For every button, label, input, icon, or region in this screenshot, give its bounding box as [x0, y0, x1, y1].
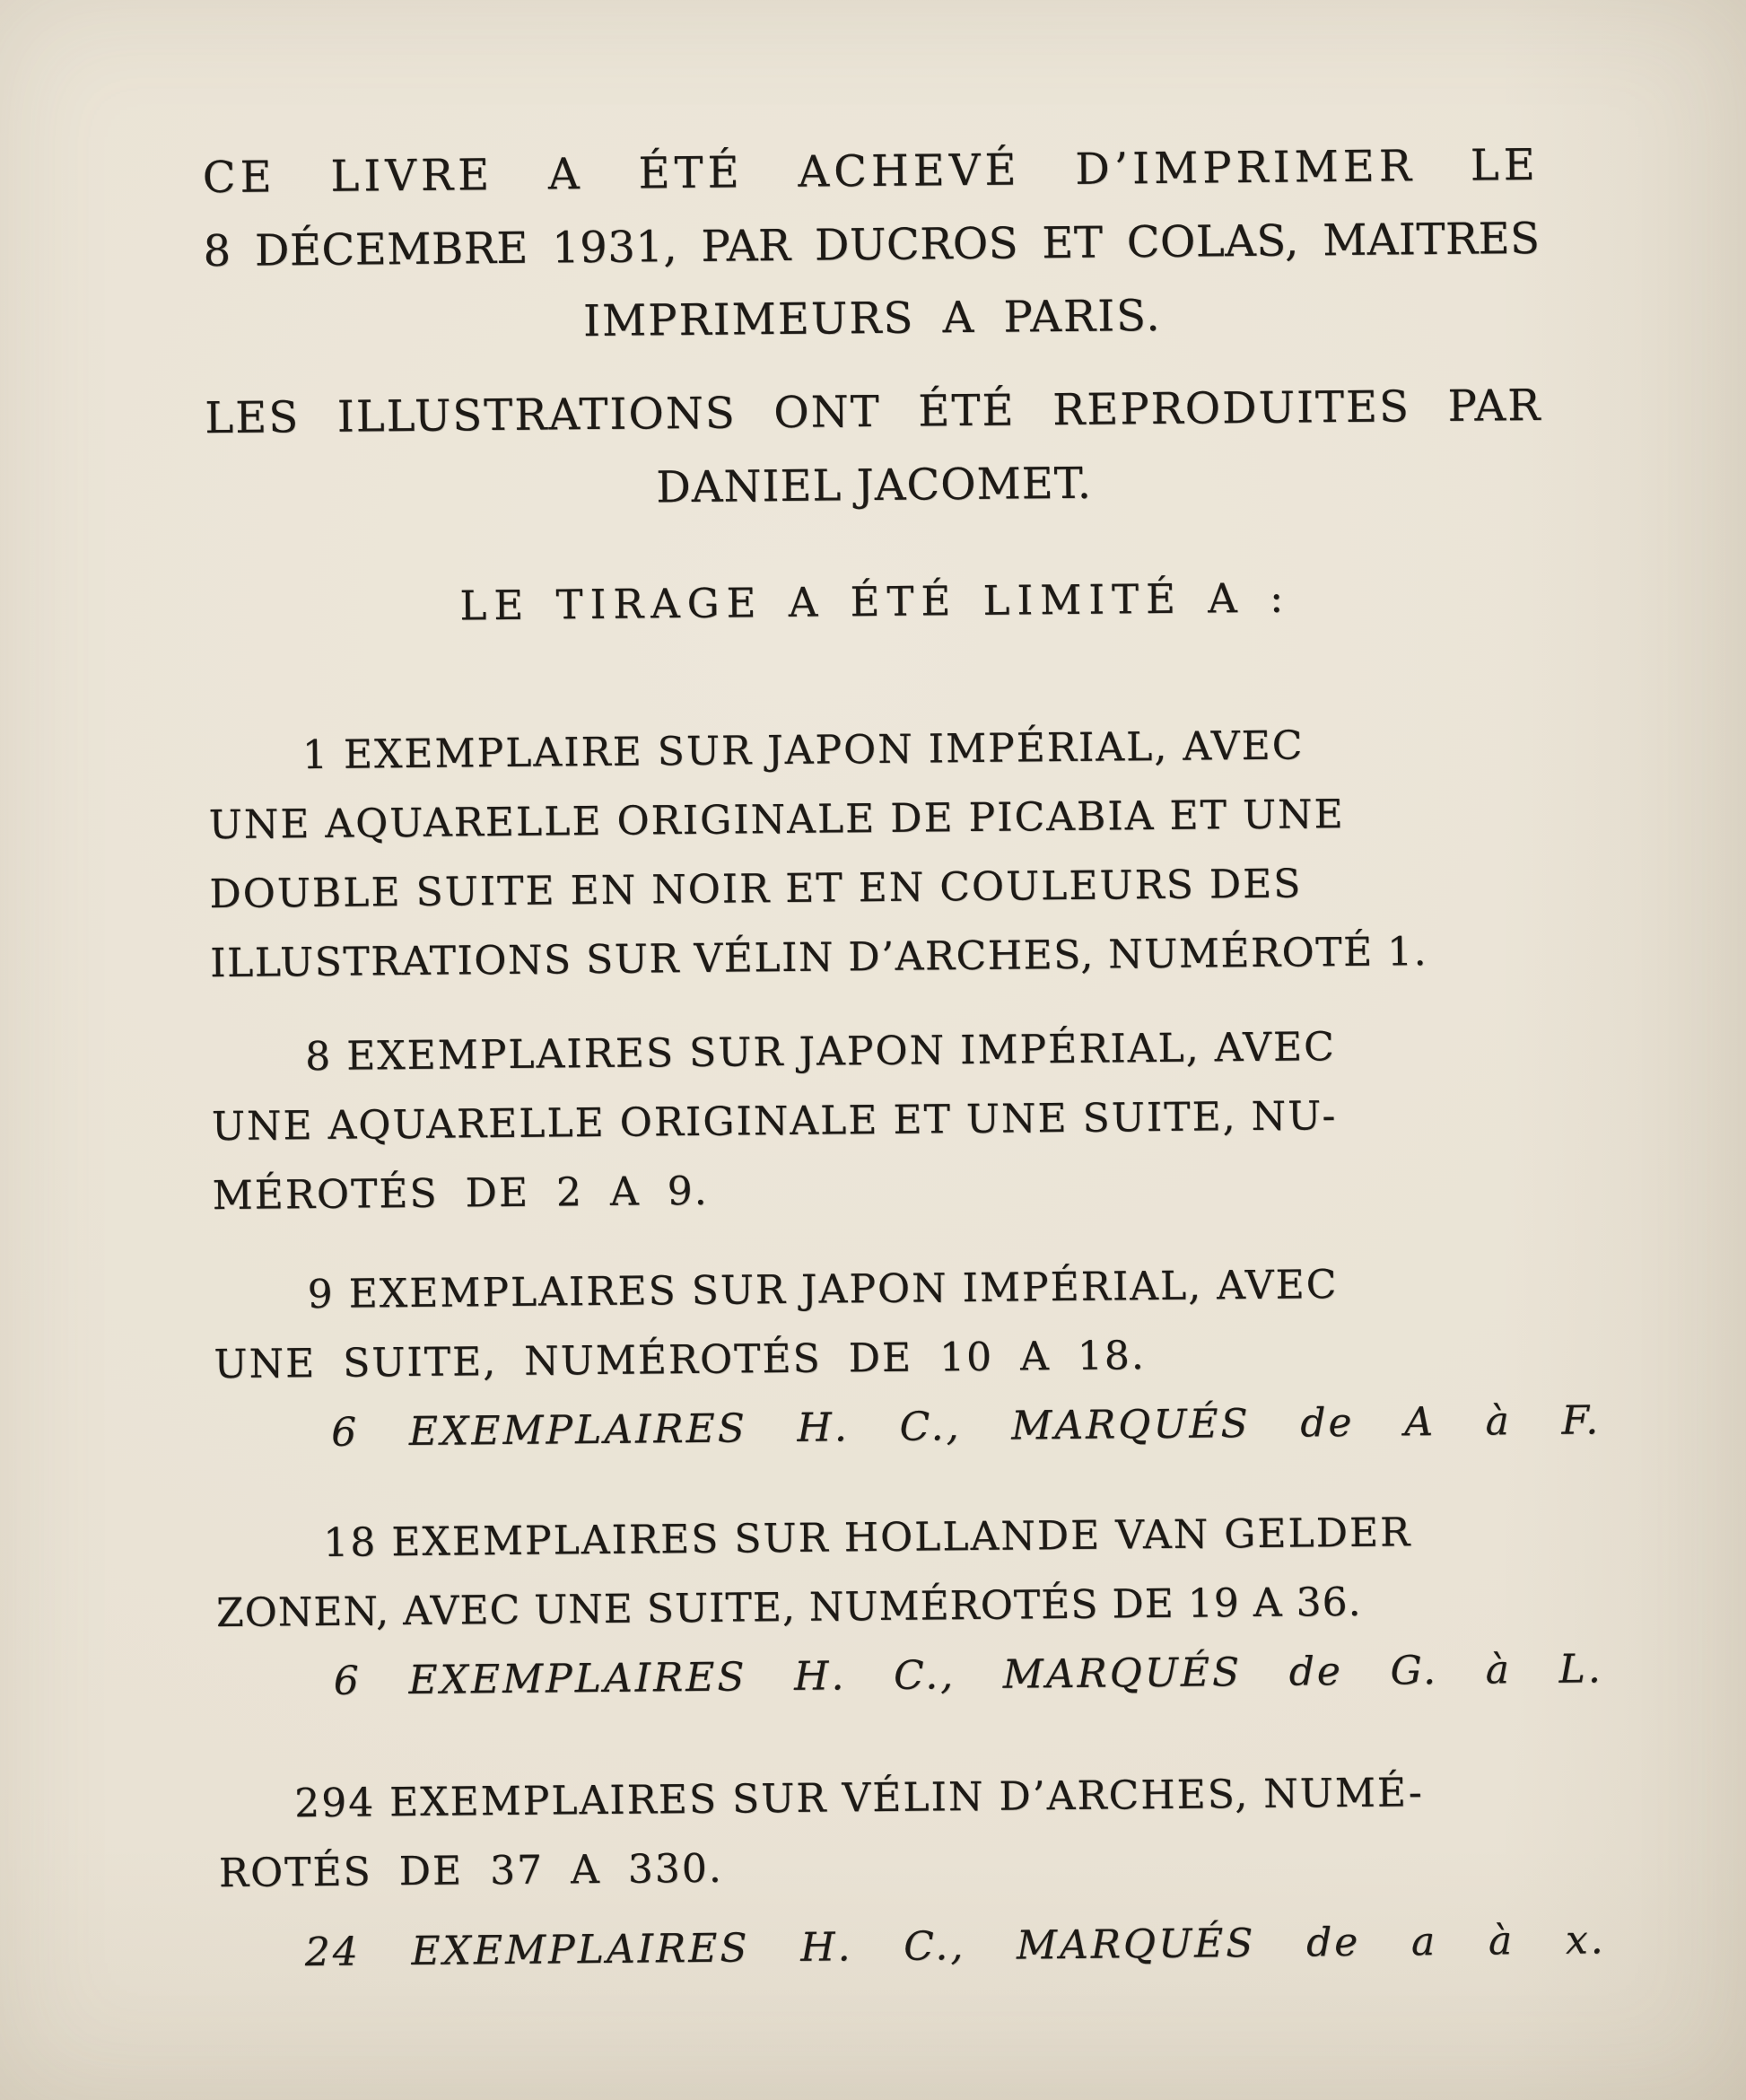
edition-3-line-2: UNE SUITE, NUMÉROTÉS DE 10 A 18.	[214, 1333, 1147, 1388]
imprint-line-2: 8 DÉCEMBRE 1931, PAR DUCROS ET COLAS, MAITRES	[203, 213, 1541, 277]
imprint-line-1: CE LIVRE A ÉTÉ ACHEVÉ D’IMPRIMER LE	[202, 139, 1541, 204]
edition-paragraph-5	[218, 1757, 1556, 1908]
edition-paragraph-3	[213, 1248, 1550, 1399]
edition-2-line-3: MÉROTÉS DE 2 A 9.	[212, 1168, 710, 1220]
edition-5-line-1: 294 EXEMPLAIRES SUR VÉLIN D’ARCHES, NUMÉ-	[293, 1770, 1424, 1827]
imprint-line-3: IMPRIMEURS A PARIS.	[582, 290, 1162, 347]
edition-paragraph-2	[211, 1011, 1550, 1230]
edition-1-line-1: 1 EXEMPLAIRE SUR JAPON IMPÉRIAL, AVEC	[301, 722, 1305, 779]
edition-1-line-3: DOUBLE SUITE EN NOIR ET EN COULEURS DES	[209, 861, 1303, 918]
edition-2-line-2: UNE AQUARELLE ORIGINALE ET UNE SUITE, NU-	[211, 1093, 1338, 1151]
colophon-text-block	[201, 0, 1606, 1988]
edition-paragraph-1	[208, 709, 1548, 998]
edition-4-line-2: ZONEN, AVEC UNE SUITE, NUMÉROTÉS DE 19 A 36.	[215, 1579, 1362, 1637]
edition-5-line-2: ROTÉS DE 37 A 330.	[218, 1845, 724, 1897]
reproduction-line-2: DANIEL JACOMET.	[656, 458, 1093, 513]
hors-commerce-line-2: 6 EXEMPLAIRES H. C., MARQUÉS de G. à L.	[333, 1646, 1604, 1704]
edition-1-line-4: ILLUSTRATIONS SUR VÉLIN D’ARCHES, NUMÉROTÉ 1.	[209, 929, 1428, 987]
reproduction-line-1: LES ILLUSTRATIONS ONT ÉTÉ REPRODUITES PAR	[205, 380, 1542, 444]
edition-1-line-2: UNE AQUARELLE ORIGINALE DE PICABIA ET UNE	[208, 791, 1345, 849]
tirage-heading: LE TIRAGE A ÉTÉ LIMITÉ A :	[459, 573, 1291, 630]
hors-commerce-line-3: 24 EXEMPLAIRES H. C., MARQUÉS de a à x.	[304, 1917, 1606, 1976]
imprint-statement	[202, 128, 1541, 362]
hors-commerce-line-1: 6 EXEMPLAIRES H. C., MARQUÉS de A à F.	[330, 1397, 1602, 1456]
edition-2-line-1: 8 EXEMPLAIRES SUR JAPON IMPÉRIAL, AVEC	[304, 1024, 1337, 1081]
reproduction-statement	[205, 369, 1543, 529]
edition-paragraph-4	[215, 1497, 1553, 1648]
edition-3-line-1: 9 EXEMPLAIRES SUR JAPON IMPÉRIAL, AVEC	[307, 1262, 1339, 1318]
edition-4-line-1: 18 EXEMPLAIRES SUR HOLLANDE VAN GELDER	[323, 1509, 1412, 1566]
